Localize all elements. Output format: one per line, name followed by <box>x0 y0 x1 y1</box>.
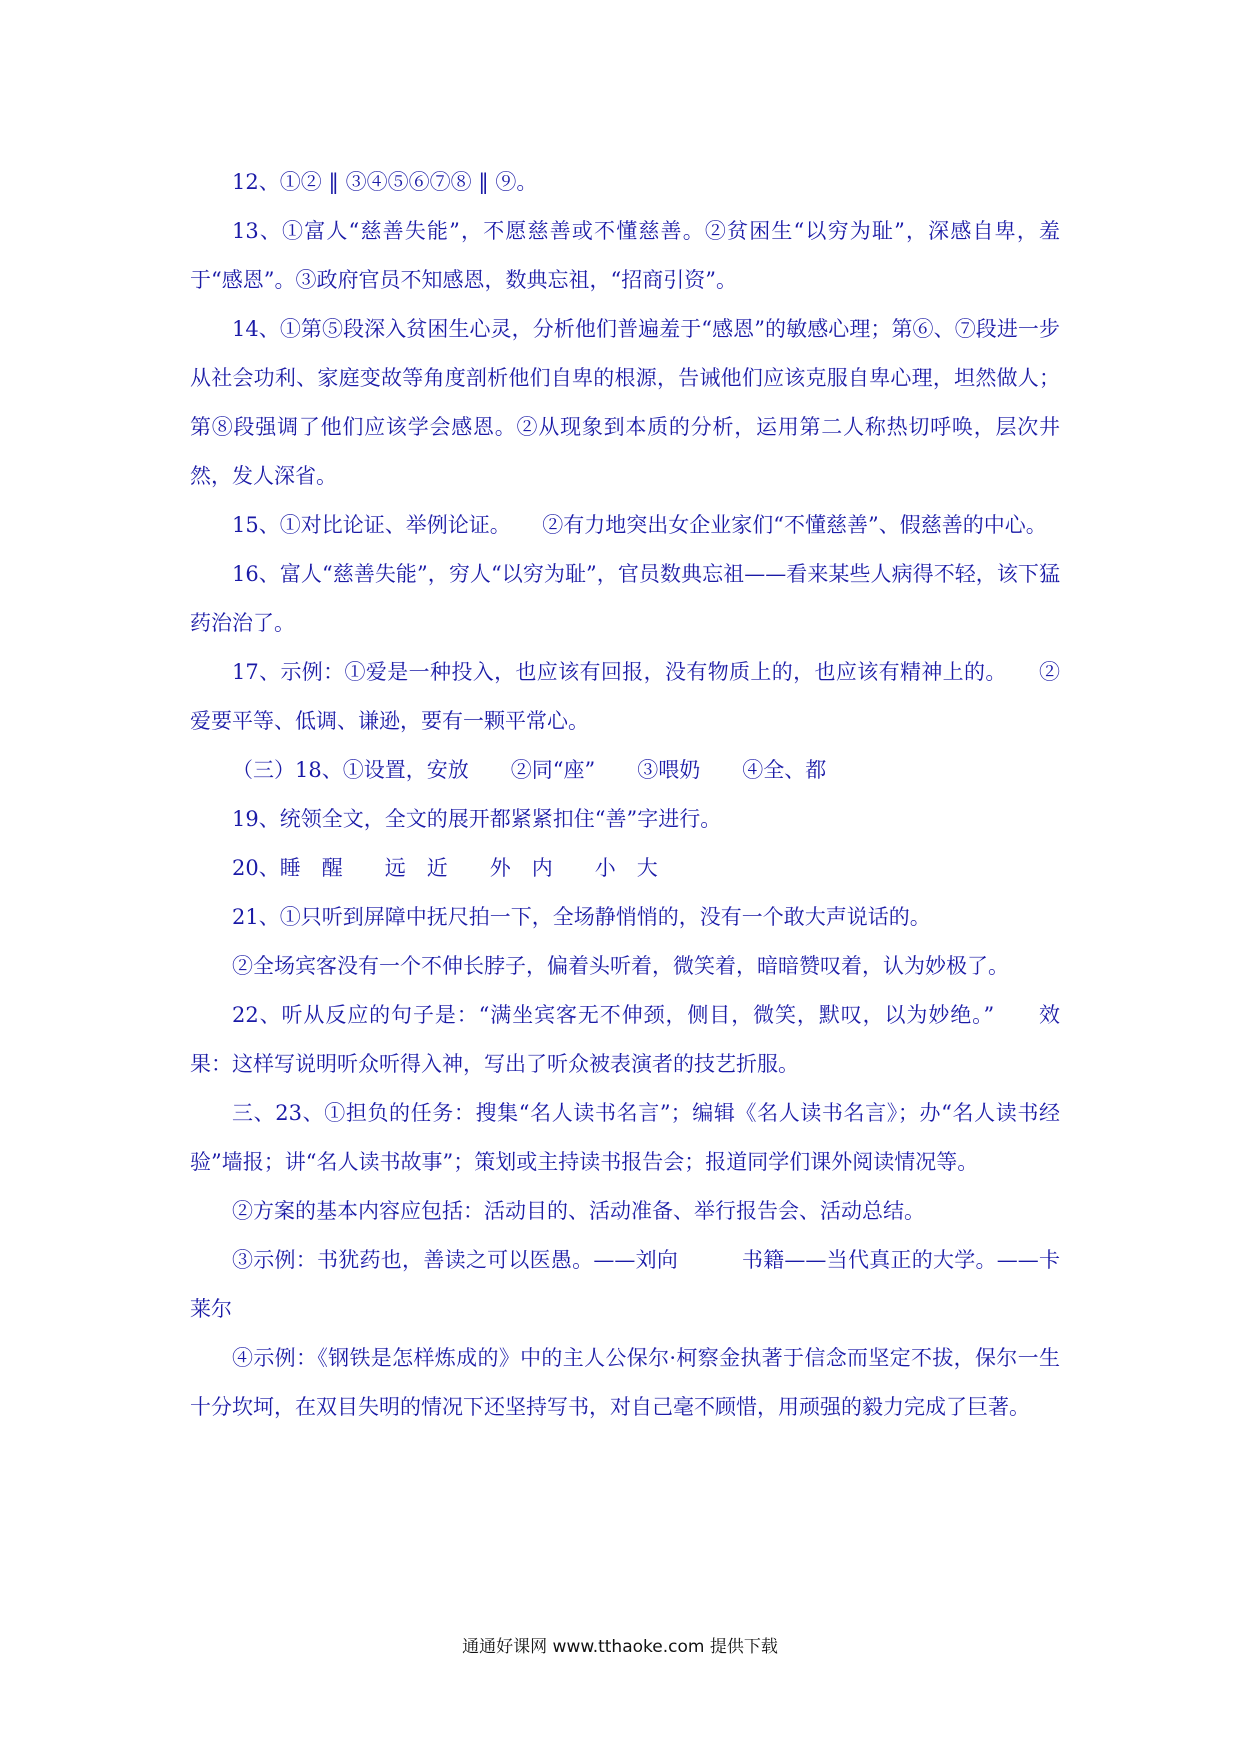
answer-16: 16、富人“慈善失能”，穷人“以穷为耻”，官员数典忘祖——看来某些人病得不轻，该下猛药治治了。 <box>190 562 1060 635</box>
answer-23-part4: ④示例：《钢铁是怎样炼成的》中的主人公保尔·柯察金执著于信念而坚定不拔，保尔一生十分坎坷，在双目失明的情况下还坚持写书，对自己毫不顾惜，用顽强的毅力完成了巨著。 <box>190 1346 1060 1419</box>
answer-23-part3: ③示例：书犹药也，善读之可以医愚。——刘向 书籍——当代真正的大学。——卡莱尔 <box>190 1248 1060 1321</box>
answer-14: 14、①第⑤段深入贫困生心灵，分析他们普遍羞于“感恩”的敏感心理；第⑥、⑦段进一步从社会功利、家庭变故等角度剖析他们自卑的根源，告诫他们应该克服自卑心理，坦然做人；第⑧段强调了他们应该学会感恩。②从现象到本质的分析，运用第二人称热切呼唤，层次井然，发人深省。 <box>190 317 1060 488</box>
page-footer: 通通好课网 www.tthaoke.com 提供下载 <box>462 1637 778 1657</box>
answer-19: 19、统领全文，全文的展开都紧紧扣住“善”字进行。 <box>232 807 722 831</box>
answer-12: 12、①② ‖ ③④⑤⑥⑦⑧ ‖ ⑨。 <box>232 170 538 194</box>
answer-23-part2: ②方案的基本内容应包括：活动目的、活动准备、举行报告会、活动总结。 <box>232 1199 925 1223</box>
answer-17: 17、示例：①爱是一种投入，也应该有回报，没有物质上的，也应该有精神上的。 ②爱要平等、低调、谦逊，要有一颗平常心。 <box>190 660 1060 733</box>
answer-20: 20、睡 醒 远 近 外 内 小 大 <box>232 856 658 880</box>
answer-18: （三）18、①设置，安放 ②同“座” ③喂奶 ④全、都 <box>232 758 827 782</box>
answer-21-part1: 21、①只听到屏障中抚尺拍一下，全场静悄悄的，没有一个敢大声说话的。 <box>232 905 931 929</box>
answer-13: 13、①富人“慈善失能”，不愿慈善或不懂慈善。②贫困生“以穷为耻”，深感自卑，羞于“感恩”。③政府官员不知感恩，数典忘祖，“招商引资”。 <box>190 219 1060 292</box>
answer-21-part2: ②全场宾客没有一个不伸长脖子，偏着头听着，微笑着，暗暗赞叹着，认为妙极了。 <box>232 954 1009 978</box>
answer-15: 15、①对比论证、举例论证。 ②有力地突出女企业家们“不懂慈善”、假慈善的中心。 <box>232 513 1047 537</box>
answer-content <box>190 158 1060 1432</box>
answer-23-part1: 三、23、①担负的任务：搜集“名人读书名言”；编辑《名人读书名言》；办“名人读书经验”墙报；讲“名人读书故事”；策划或主持读书报告会；报道同学们课外阅读情况等。 <box>190 1101 1060 1174</box>
answer-22: 22、听从反应的句子是：“满坐宾客无不伸颈，侧目，微笑，默叹，以为妙绝。” 效果：这样写说明听众听得入神，写出了听众被表演者的技艺折服。 <box>190 1003 1060 1076</box>
